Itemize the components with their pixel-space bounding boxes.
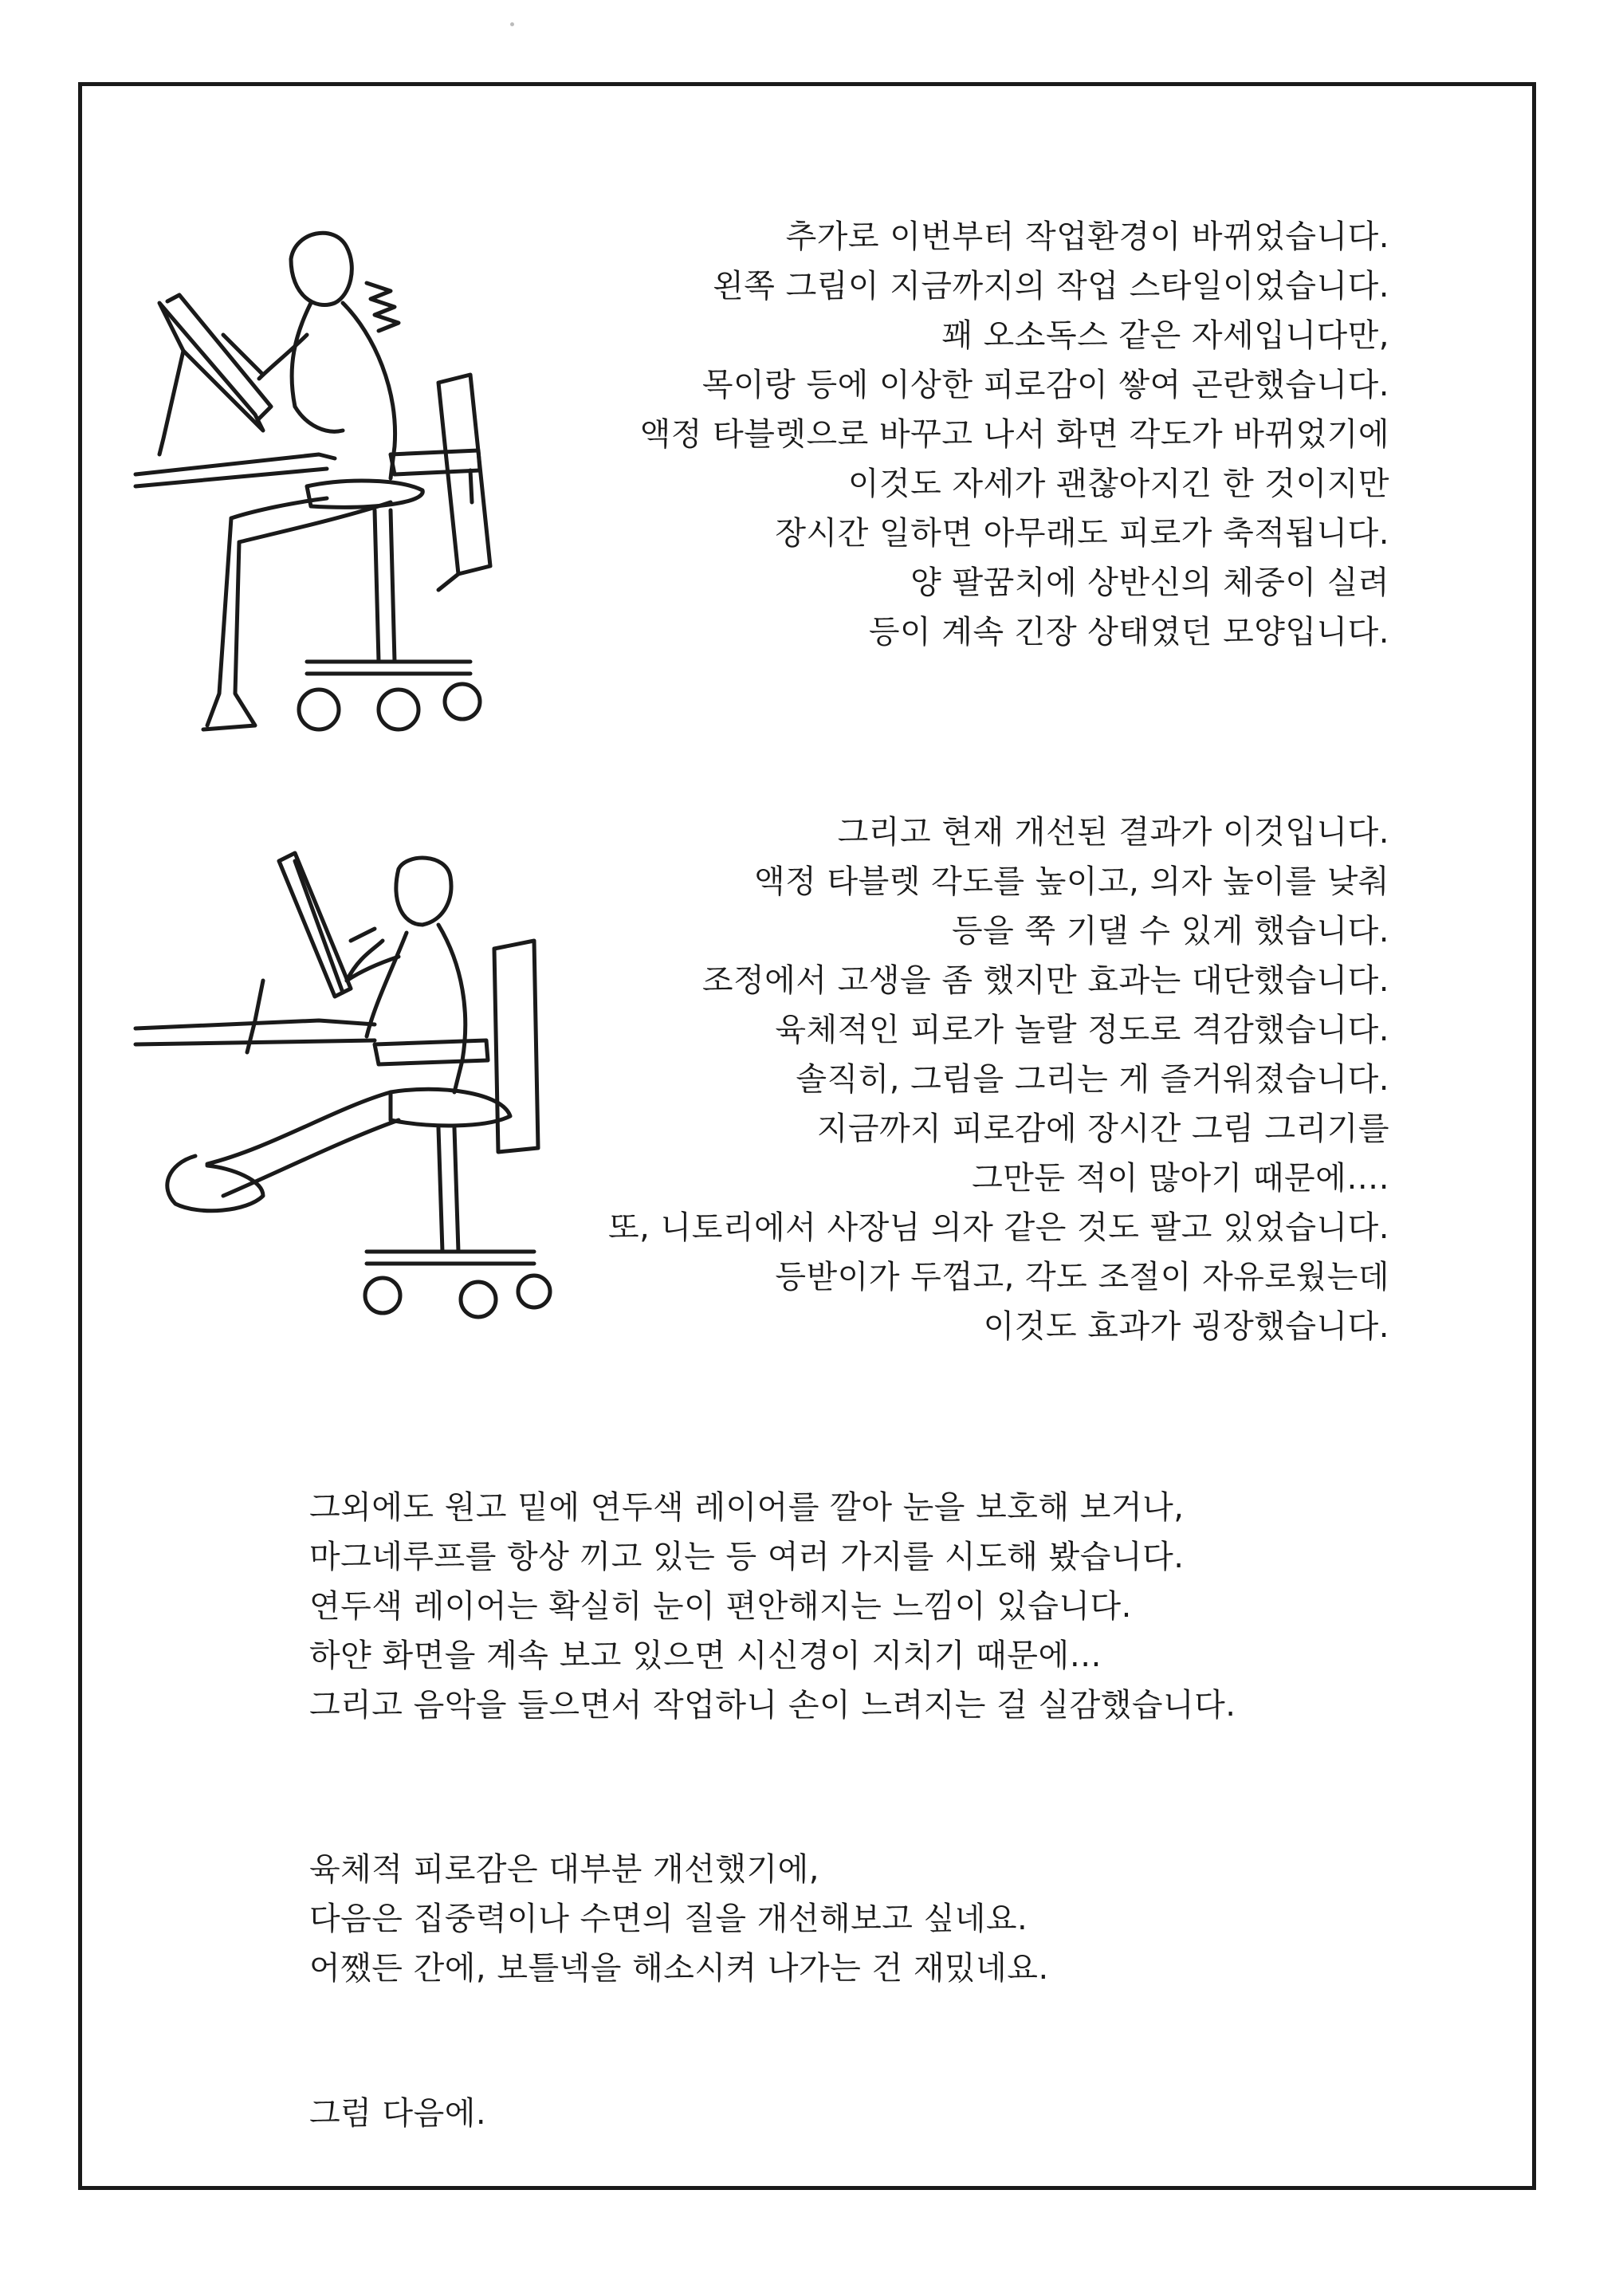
- text-line: 그외에도 원고 밑에 연두색 레이어를 깔아 눈을 보호해 보거나,: [309, 1489, 1185, 1526]
- text-line: 그럼 다음에.: [309, 2095, 487, 2132]
- text-line: 양 팔꿈치에 상반신의 체중이 실려: [910, 564, 1389, 601]
- text-line: 어쨌든 간에, 보틀넥을 해소시켜 나가는 건 재밌네요.: [309, 1950, 1049, 1987]
- text-line: 액정 타블렛 각도를 높이고, 의자 높이를 낮춰: [753, 863, 1389, 900]
- text-line: 그만둔 적이 많아기 때문에….: [972, 1160, 1389, 1197]
- text-line: 그리고 음악을 들으면서 작업하니 손이 느려지는 걸 실감했습니다.: [309, 1687, 1236, 1724]
- text-line: 등받이가 두껍고, 각도 조절이 자유로웠는데: [775, 1259, 1389, 1295]
- text-line: 꽤 오소독스 같은 자세입니다만,: [941, 317, 1389, 354]
- text-line: 연두색 레이어는 확실히 눈이 편안해지는 느낌이 있습니다.: [309, 1588, 1132, 1625]
- text-line: 그리고 현재 개선된 결과가 이것입니다.: [837, 814, 1389, 851]
- text-line: 다음은 집중력이나 수면의 질을 개선해보고 싶네요.: [309, 1901, 1028, 1937]
- sketch-reclined-figure: [136, 853, 566, 1347]
- text-line: 조정에서 고생을 좀 했지만 효과는 대단했습니다.: [701, 962, 1389, 999]
- text-line: 하얀 화면을 계속 보고 있으면 시신경이 지치기 때문에…: [309, 1637, 1102, 1674]
- paragraph-improved-result: [608, 808, 1389, 1351]
- text-line: 이것도 효과가 굉장했습니다.: [983, 1308, 1389, 1345]
- paragraph-next-goals: [309, 1845, 1049, 1993]
- text-line: 액정 타블렛으로 바꾸고 나서 화면 각도가 바뀌었기에: [639, 416, 1389, 453]
- text-line: 이것도 자세가 괜찮아지긴 한 것이지만: [847, 466, 1389, 502]
- sketch-hunched-figure: [136, 215, 566, 773]
- text-line: 등이 계속 긴장 상태였던 모양입니다.: [868, 614, 1389, 651]
- text-line: 또, 니토리에서 사장님 의자 같은 것도 팔고 있었습니다.: [607, 1209, 1389, 1246]
- text-line: 왼쪽 그림이 지금까지의 작업 스타일이었습니다.: [713, 268, 1389, 305]
- text-line: 육체적 피로감은 대부분 개선했기에,: [309, 1851, 819, 1888]
- text-line: 지금까지 피로감에 장시간 그림 그리기를: [816, 1111, 1389, 1147]
- text-line: 장시간 일하면 아무래도 피로가 축적됩니다.: [775, 515, 1389, 552]
- paper-speck: [510, 22, 514, 26]
- text-line: 등을 쭉 기댈 수 있게 했습니다.: [952, 913, 1389, 949]
- paragraph-sign-off: [309, 2089, 486, 2138]
- text-line: 솔직히, 그림을 그리는 게 즐거워졌습니다.: [796, 1061, 1389, 1098]
- text-line: 마그네루프를 항상 끼고 있는 등 여러 가지를 시도해 봤습니다.: [309, 1539, 1185, 1575]
- paragraph-work-environment-change: [640, 212, 1389, 657]
- paragraph-other-attempts: [309, 1483, 1236, 1730]
- text-line: 육체적인 피로가 놀랄 정도로 격감했습니다.: [775, 1012, 1389, 1048]
- illustration-reclined-posture: [136, 853, 566, 1347]
- text-line: 추가로 이번부터 작업환경이 바뀌었습니다.: [785, 218, 1389, 255]
- text-line: 목이랑 등에 이상한 피로감이 쌓여 곤란했습니다.: [701, 367, 1389, 403]
- illustration-hunched-posture: [136, 215, 566, 773]
